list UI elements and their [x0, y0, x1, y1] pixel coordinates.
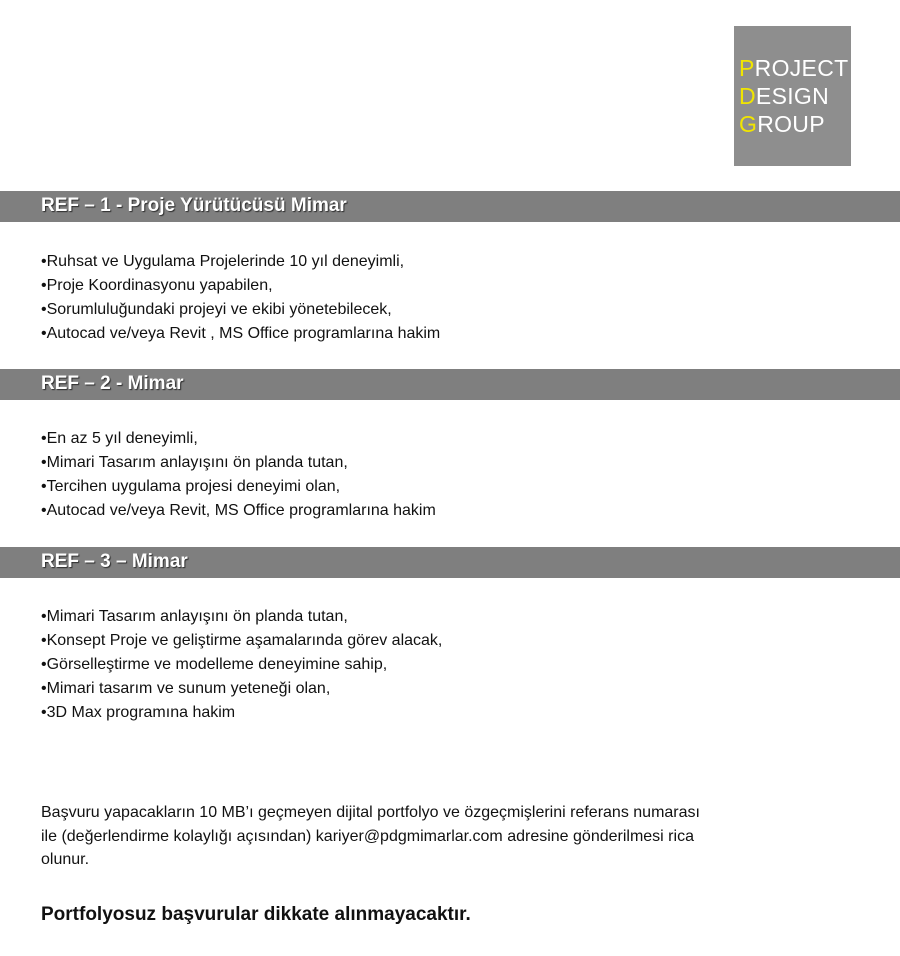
logo-line-project: PROJECT [739, 55, 849, 81]
paragraph-line: Başvuru yapacakların 10 MB’ı geçmeyen dijital portfolyo ve özgeçmişlerini referans numarası [41, 804, 700, 821]
list-item: •Proje Koordinasyonu yapabilen, [41, 277, 273, 294]
section-header-ref-2 [0, 369, 900, 400]
list-item: •Ruhsat ve Uygulama Projelerinde 10 yıl deneyimli, [41, 253, 405, 270]
list-item: •3D Max programına hakim [41, 704, 236, 721]
portfolio-warning: Portfolyosuz başvurular dikkate alınmayacaktır. [41, 904, 471, 925]
company-logo [734, 26, 851, 166]
paragraph-line: olunur. [41, 851, 90, 868]
paragraph-line: ile (değerlendirme kolaylığı açısından) kariyer@pdgmimarlar.com adresine gönderilmesi rica [41, 827, 694, 845]
list-item: •En az 5 yıl deneyimli, [41, 430, 198, 447]
section-title: REF – 1 - Proje Yürütücüsü Mimar [41, 195, 347, 216]
application-instructions [41, 801, 821, 872]
list-item: •Mimari Tasarım anlayışını ön planda tutan, [41, 454, 348, 471]
section-header-ref-1 [0, 191, 900, 222]
list-item: •Autocad ve/veya Revit, MS Office programlarına hakim [41, 502, 436, 519]
requirements-list-ref-3 [41, 605, 442, 725]
list-item: •Görselleştirme ve modelleme deneyimine sahip, [41, 656, 388, 673]
section-title: REF – 3 – Mimar [41, 551, 188, 572]
requirements-list-ref-1 [41, 250, 440, 346]
list-item: •Tercihen uygulama projesi deneyimi olan, [41, 478, 341, 495]
section-header-ref-3 [0, 547, 900, 578]
section-title: REF – 2 - Mimar [41, 373, 184, 394]
list-item: •Mimari Tasarım anlayışını ön planda tutan, [41, 608, 348, 625]
list-item: •Autocad ve/veya Revit , MS Office programlarına hakim [41, 325, 441, 342]
list-item: •Mimari tasarım ve sunum yeteneği olan, [41, 680, 331, 697]
list-item: •Konsept Proje ve geliştirme aşamalarında görev alacak, [41, 632, 443, 649]
logo-line-design: DESIGN [739, 83, 829, 109]
logo-line-group: GROUP [739, 111, 825, 137]
list-item: •Sorumluluğundaki projeyi ve ekibi yönetebilecek, [41, 301, 392, 318]
requirements-list-ref-2 [41, 427, 436, 523]
